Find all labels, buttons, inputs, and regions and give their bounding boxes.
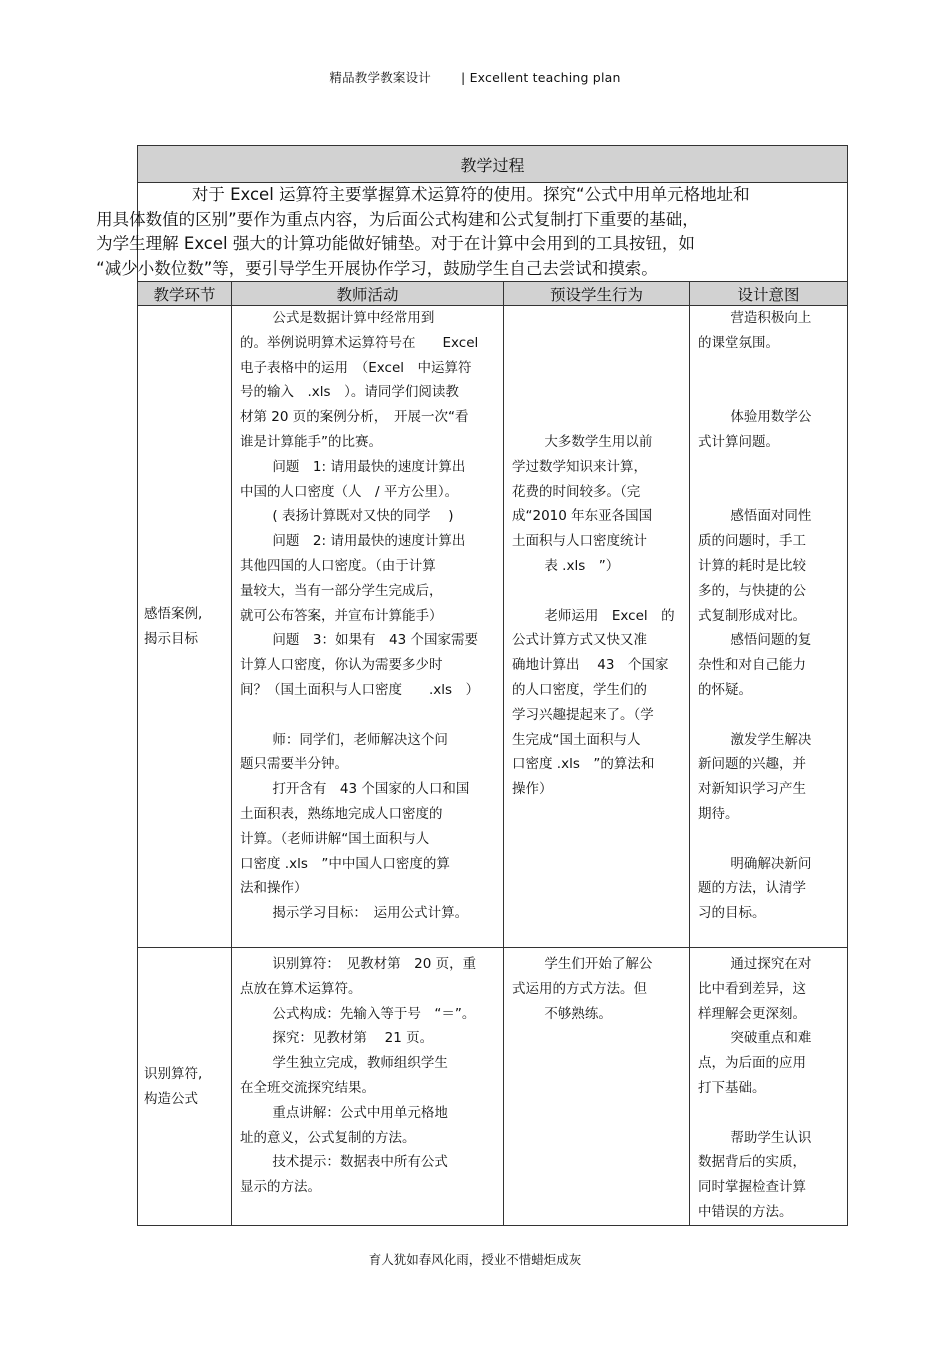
intro-paragraph <box>96 183 848 282</box>
table-title: 教学过程 <box>138 146 848 183</box>
header-right: | Excellent teaching plan <box>461 70 621 85</box>
design-intent-cell: 通过探究在对 比中看到差异，这 样理解会更深刻。 突破重点和难 点，为后面的应用 打下基础。 帮助学生认识 数据背后的实质， 同时掌握检查计算 中错误的方法。 <box>690 948 848 1226</box>
stage-cell: 感悟案例, 揭示目标 <box>138 306 232 948</box>
page-footer: 育人犹如春风化雨，授业不惜蜡炬成灰 <box>368 1252 582 1267</box>
teacher-activity-cell: 识别算符： 见教材第 20 页，重 点放在算术运算符。 公式构成：先输入等于号 “＝”。 探究：见教材第 21 页。 学生独立完成，教师组织学生 在全班交流探究结果。 重点讲解：公式中用单元格地 址的意义，公式复制的方法。 技术提示：数据表中所有公式 显示的方法。 <box>232 948 504 1226</box>
design-intent-cell: 营造积极向上 的课堂氛围。 体验用数学公 式计算问题。 感悟面对同性 质的问题时，手工 计算的耗时是比较 多的，与快捷的公 式复制形成对比。 感悟问题的复 杂性和对自己能力 的怀疑。 激发学生解决 新问题的兴趣，并 对新知识学习产生 期待。 明确解决新问 题的方法，认清学 习的目标。 <box>690 306 848 948</box>
header-left: 精品教学教案设计 <box>329 70 431 85</box>
column-header: 设计意图 <box>690 282 848 306</box>
page-header <box>0 68 950 86</box>
teacher-activity-cell: 公式是数据计算中经常用到 的。举例说明算术运算符号在 Excel 电子表格中的运用 （Excel 中运算符 号的输入 .xls ）。请同学们阅读教 材第 20 页的案例分析， 开展一次“看 谁是计算能手”的比赛。 问题 1: 请用最快的速度计算出 中国的人口密度（人 / 平方公里）。 ( 表扬计算既对又快的同学 ) 问题 2: 请用最快的速度计算出 其他四国的人口密度。（由于计算 量较大，当有一部分学生完成后， 就可公布答案，并宣布计算能手） 问题 3：如果有 43 个国家需要 计算人口密度，你认为需要多少时 间？（国土面积与人口密度 .xls ） 师：同学们，老师解决这个问 题只需要半分钟。 打开含有 43 个国家的人口和国 土面积表，熟练地完成人口密度的 计算。（老师讲解“国土面积与人 口密度 .xls ”中中国人口密度的算 法和操作） 揭示学习目标： 运用公式计算。 <box>232 306 504 948</box>
intro-text: 对于 Excel 运算符主要掌握算术运算符的使用。探究“公式中用单元格地址和 用具体数值的区别”要作为重点内容，为后面公式构建和公式复制打下重要的基础， 为学生理解 Excel 强大的计算功能做好铺垫。对于在计算中会用到的工具按钮，如 “减少小数位数”等，要引导学生开展协作学习，鼓励学生自己去尝试和摸索。 <box>96 185 750 278</box>
column-header: 教师活动 <box>232 282 504 306</box>
column-header: 教学环节 <box>138 282 232 306</box>
stage-cell: 识别算符, 构造公式 <box>138 948 232 1226</box>
column-header: 预设学生行为 <box>504 282 690 306</box>
column-header-row <box>138 282 848 306</box>
student-behavior-cell: 大多数学生用以前 学过数学知识来计算， 花费的时间较多。（完 成“2010 年东亚各国国 土面积与人口密度统计 表 .xls ”） 老师运用 Excel 的 公式计算方式又快又准 确地计算出 43 个国家 的人口密度，学生们的 学习兴趣提起来了。（学 生完成“国土面积与人 口密度 .xls ”的算法和 操作） <box>504 306 690 948</box>
teaching-plan-table <box>96 145 848 1226</box>
student-behavior-cell: 学生们开始了解公 式运用的方式方法。但 不够熟练。 <box>504 948 690 1226</box>
table-row <box>138 948 848 1226</box>
table-row <box>138 306 848 948</box>
